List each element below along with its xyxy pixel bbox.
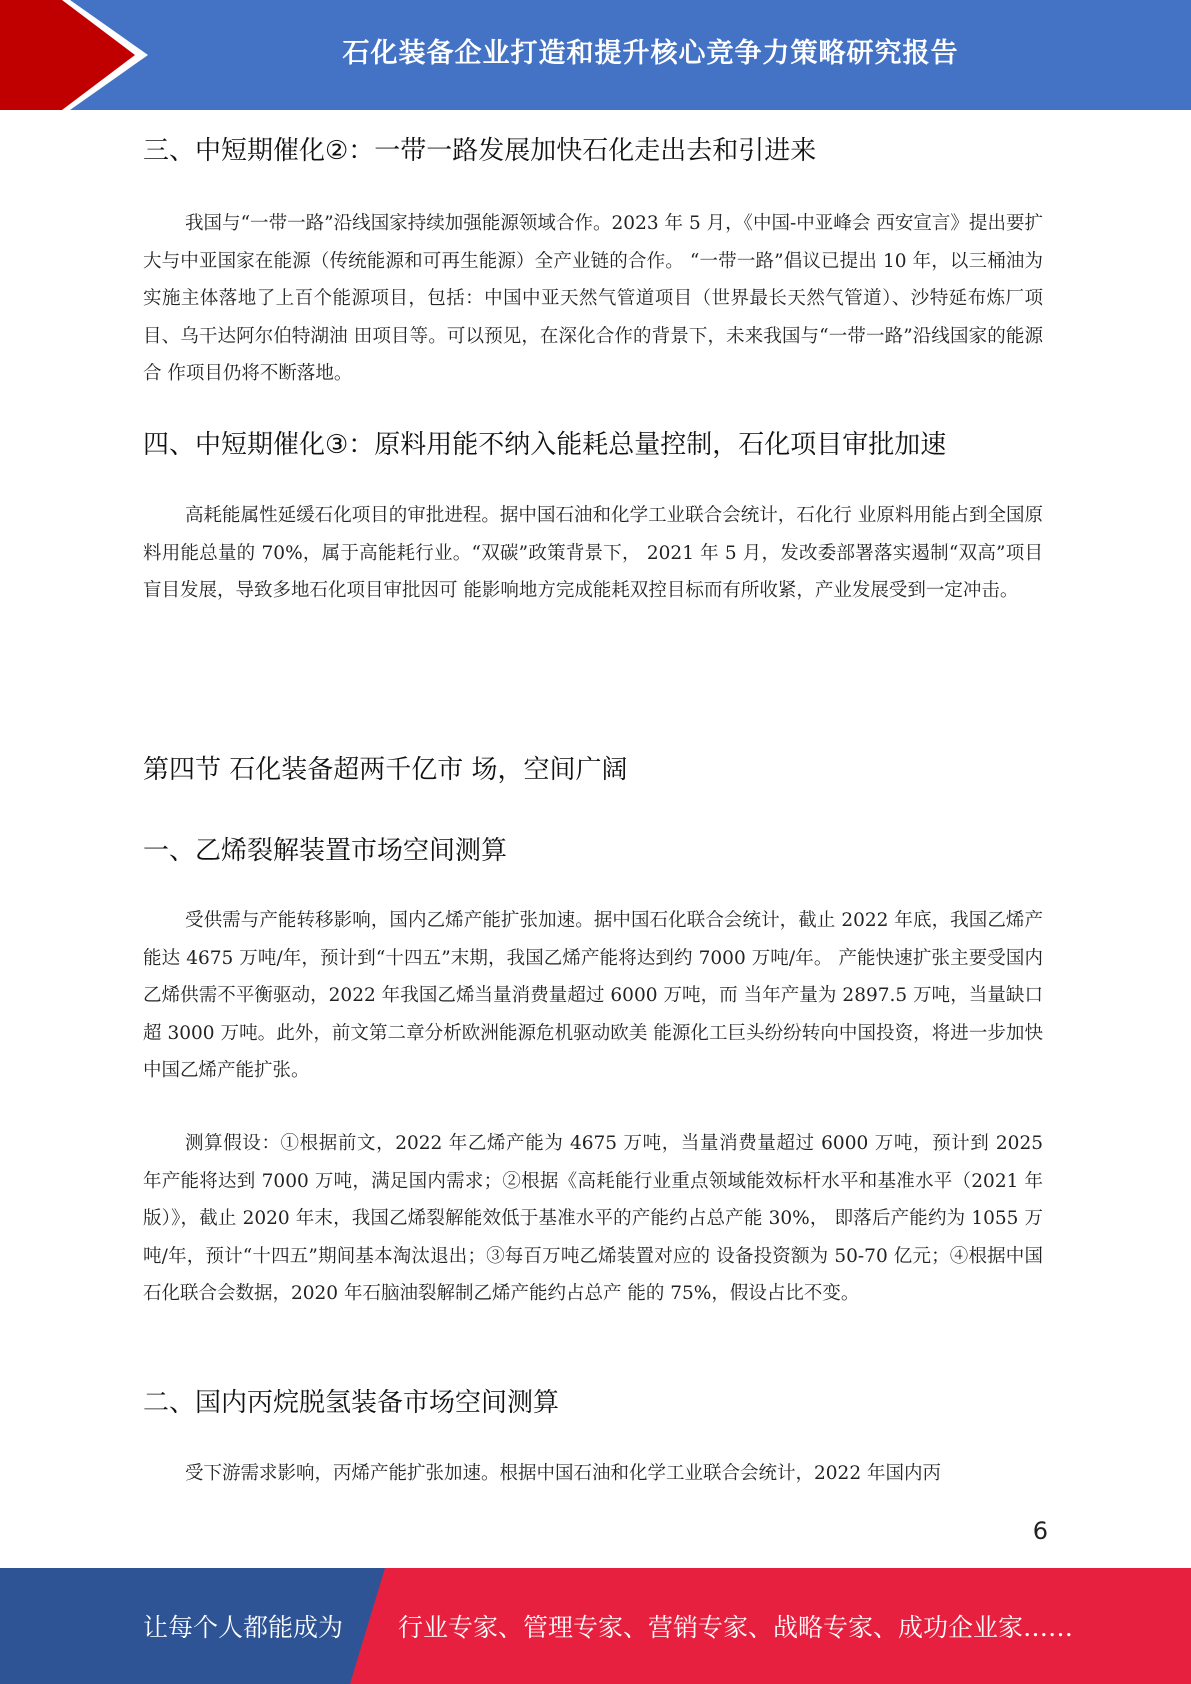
report-title: 石化装备企业打造和提升核心竞争力策略研究报告 (342, 37, 959, 69)
page-number: 6 (1032, 1517, 1048, 1545)
footer-slogan-left: 让每个人都能成为 (143, 1613, 344, 1642)
page-footer (0, 1568, 1191, 1684)
paragraph-ethylene-capacity: 受供需与产能转移影响，国内乙烯产能扩张加速。据中国石化联合会统计，截止 2022 年底，我国乙烯产能达 4675 万吨/年，预计到“十四五”末期，我国乙烯产能将达到约 7000 万吨/年。 产能快速扩张主要受国内乙烯供需不平衡驱动，2022 年我国乙烯当量消费量超过 6000 万吨，而 当年产量为 2897.5 万吨，当量缺口超 3000 万吨。此外，前文第二章分析欧洲能源危机驱动欧美 能源化工巨头纷纷转向中国投资，将进一步加快中国乙烯产能扩张。 (143, 910, 1043, 1081)
section-heading-4: 四、中短期催化③：原料用能不纳入能耗总量控制，石化项目审批加速 (143, 430, 947, 460)
paragraph-energy-approval: 高耗能属性延缓石化项目的审批进程。据中国石油和化学工业联合会统计，石化行 业原料用能占到全国原料用能总量的 70%，属于高能耗行业。“双碳”政策背景下， 2021 年 5 月，发改委部署落实遏制“双高”项目盲目发展，导致多地石化项目审批因可 能影响地方完成能耗双控目标而有所收紧，产业发展受到一定冲击。 (143, 505, 1043, 601)
subsection-heading-2: 二、国内丙烷脱氢装备市场空间测算 (143, 1388, 560, 1418)
subsection-heading-1: 一、乙烯裂解装置市场空间测算 (143, 836, 508, 866)
paragraph-assumptions: 测算假设：①根据前文，2022 年乙烯产能为 4675 万吨，当量消费量超过 6000 万吨，预计到 2025 年产能将达到 7000 万吨，满足国内需求；②根据《高耗能行业重点领域能效标杆水平和基准水平（2021 年版）》，截止 2020 年末，我国乙烯裂解能效低于基准水平的产能约占总产能 30%， 即落后产能约为 1055 万吨/年，预计“十四五”期间基本淘汰退出；③每百万吨乙烯装置对应的 设备投资额为 50-70 亿元；④根据中国石化联合会数据，2020 年石脑油裂解制乙烯产能约占总产 能的 75%，假设占比不变。 (143, 1133, 1043, 1304)
section-heading-3: 三、中短期催化②：一带一路发展加快石化走出去和引进来 (143, 136, 817, 166)
chapter-section-heading: 第四节 石化装备超两千亿市 场，空间广阔 (143, 755, 628, 785)
page-header (0, 0, 1191, 110)
paragraph-propylene: 受下游需求影响，丙烯产能扩张加速。根据中国石油和化学工业联合会统计，2022 年国内丙 (185, 1463, 941, 1484)
paragraph-belt-road: 我国与“一带一路”沿线国家持续加强能源领域合作。2023 年 5 月，《中国-中亚峰会 西安宣言》提出要扩大与中亚国家在能源（传统能源和可再生能源）全产业链的合作。 “一带一路”倡议已提出 10 年，以三桶油为实施主体落地了上百个能源项目，包括：中国中亚天然气管道项目（世界最长天然气管道）、沙特延布炼厂项目、乌干达阿尔伯特湖油 田项目等。可以预见，在深化合作的背景下，未来我国与“一带一路”沿线国家的能源合 作项目仍将不断落地。 (143, 213, 1043, 384)
footer-slogan-right: 行业专家、管理专家、营销专家、战略专家、成功企业家…… (398, 1613, 1074, 1642)
